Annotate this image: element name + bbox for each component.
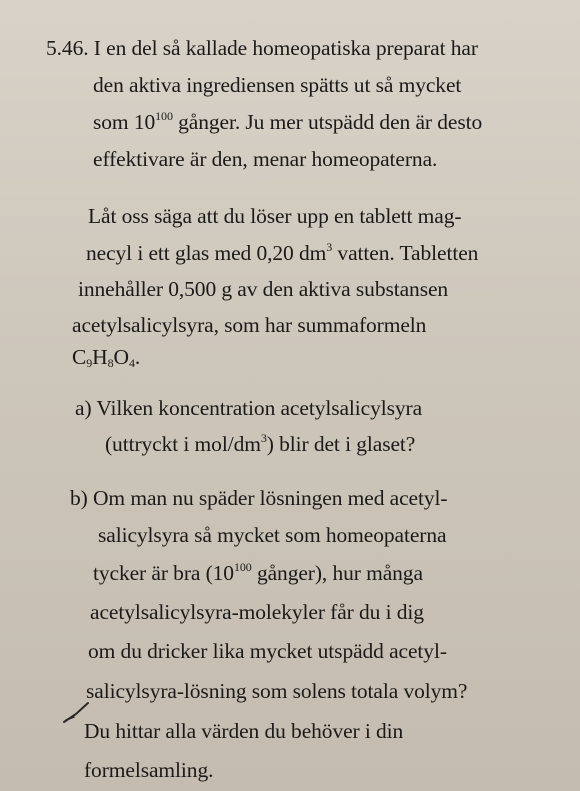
part-a-line-2a: (uttryckt i mol/dm <box>105 432 261 456</box>
part-b-sup: 100 <box>233 560 252 574</box>
formula-o-count: 4 <box>128 356 135 370</box>
intro-line-3-text: gånger. Ju mer utspädd den är desto <box>178 110 483 134</box>
setup-line-1: Låt oss säga att du löser upp en tablett mag- <box>88 204 462 228</box>
part-a-line-2 <box>105 431 415 457</box>
part-a-line-2b: ) blir det i glaset? <box>266 432 416 456</box>
intro-line-2: den aktiva ingrediensen spätts ut så mycket <box>93 73 462 97</box>
part-b-line-2: salicylsyra så mycket som homeopaterna <box>98 523 447 547</box>
formula-h: H <box>92 345 108 369</box>
problem-number-line <box>46 35 478 61</box>
problem-number: 5.46. <box>46 36 89 60</box>
power-base: 10 <box>133 110 156 134</box>
formula-period: . <box>134 345 141 369</box>
part-b-line-3a: tycker är bra (10 <box>93 561 234 585</box>
power-exponent: 100 <box>155 109 173 123</box>
setup-line-3: innehåller 0,500 g av den aktiva substansen <box>78 277 449 301</box>
part-b-line-8: formelsamling. <box>84 758 214 782</box>
part-b-line-7: Du hittar alla värden du behöver i din <box>84 719 404 743</box>
dm-cubed-sup: 3 <box>326 240 333 254</box>
part-b-line-3 <box>93 560 423 586</box>
formula-c-count: 9 <box>86 356 93 370</box>
pencil-mark-icon <box>62 700 92 724</box>
part-a-line-1 <box>75 395 422 421</box>
part-b-line-6: salicylsyra-lösning som solens totala volym? <box>86 679 468 703</box>
part-a-label: a) <box>75 396 92 420</box>
intro-som: som <box>93 110 129 134</box>
chemical-formula <box>72 344 140 370</box>
intro-line-3 <box>93 109 482 135</box>
intro-line-1: I en del så kallade homeopatiska preparat har <box>93 36 478 60</box>
part-b-line-4: acetylsalicylsyra-molekyler får du i dig <box>90 600 424 624</box>
setup-line-4: acetylsalicylsyra, som har summaformeln <box>72 313 427 337</box>
part-b-line-3b: gånger), hur många <box>251 561 423 585</box>
part-b-text-1: Om man nu späder lösningen med acetyl- <box>93 486 448 510</box>
setup-line-2 <box>86 240 478 266</box>
intro-line-4: effektivare är den, menar homeopaterna. <box>93 147 438 171</box>
formula-h-count: 8 <box>107 356 114 370</box>
formula-o: O <box>113 345 129 369</box>
setup-line-2b: vatten. Tabletten <box>332 241 479 265</box>
part-b-line-5: om du dricker lika mycket utspädd acetyl- <box>88 639 447 663</box>
part-b-line-1 <box>70 485 447 511</box>
formula-c: C <box>72 345 87 369</box>
part-a-sup: 3 <box>260 431 267 445</box>
part-a-text-1: Vilken koncentration acetylsalicylsyra <box>96 396 423 420</box>
setup-line-2a: necyl i ett glas med 0,20 dm <box>86 241 327 265</box>
part-b-label: b) <box>70 486 88 510</box>
